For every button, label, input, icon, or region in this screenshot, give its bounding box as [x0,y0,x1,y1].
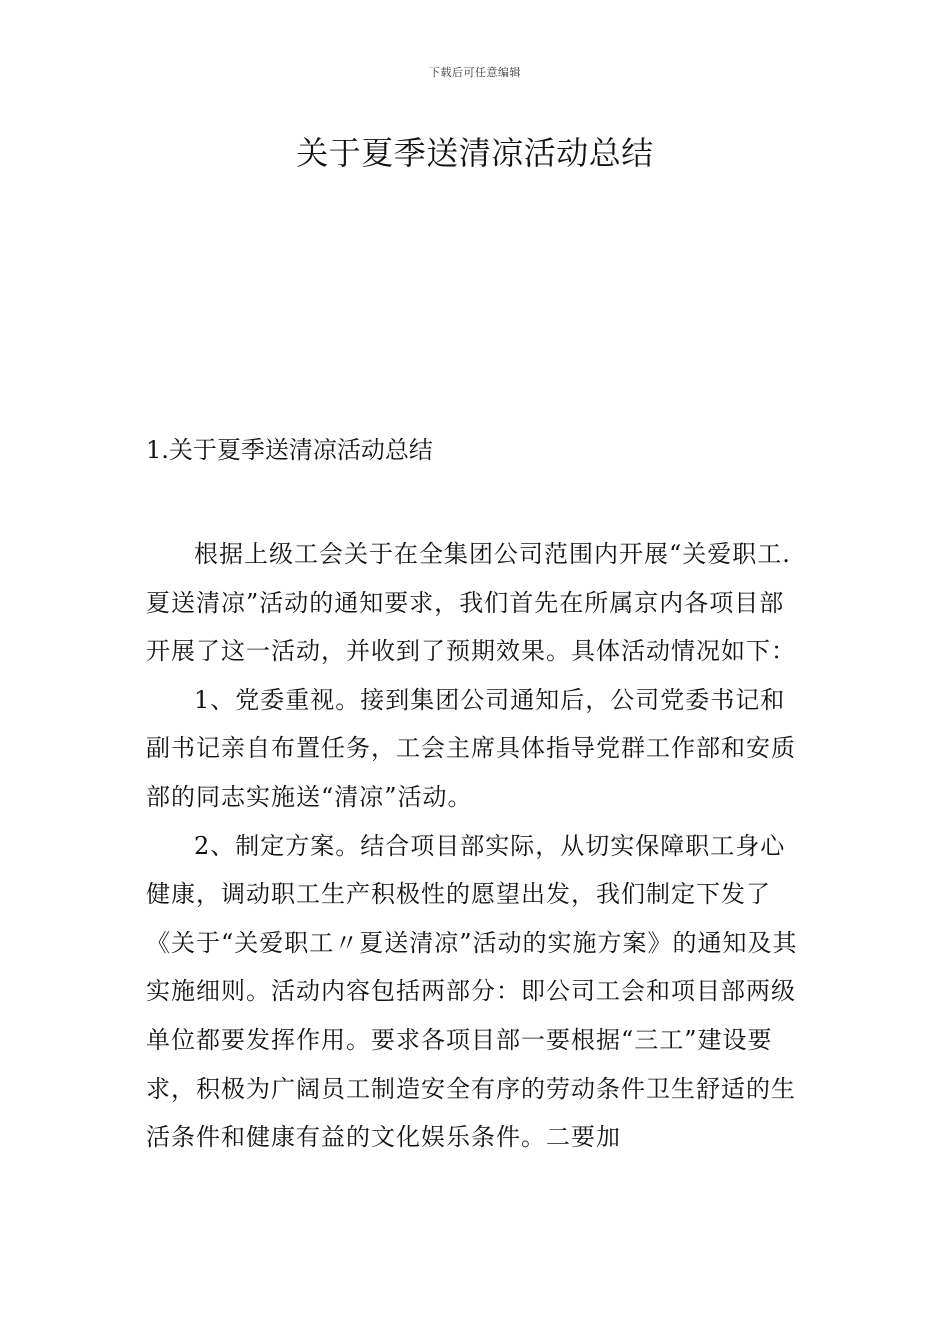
paragraph-intro: 根据上级工会关于在全集团公司范围内开展“关爱职工.夏送清凉”活动的通知要求，我们首先在所属京内各项目部开展了这一活动，并收到了预期效果。具体活动情况如下： [146,540,796,666]
document-body [146,530,808,1162]
header-note: 下载后可任意编辑 [429,66,521,79]
section-heading: 1.关于夏季送清凉活动总结 [146,436,433,464]
paragraph-item-1: 1、党委重视。接到集团公司通知后，公司党委书记和副书记亲自布置任务，工会主席具体指导党群工作部和安质部的同志实施送“清凉”活动。 [146,685,796,811]
paragraph-item-2: 2、制定方案。结合项目部实际，从切实保障职工身心健康，调动职工生产积极性的愿望出发，我们制定下发了《关于“关爱职工〃夏送清凉”活动的实施方案》的通知及其实施细则。活动内容包括两部分：即公司工会和项目部两级单位都要发挥作用。要求各项目部一要根据“三工”建设要求，积极为广阔员工制造安全有序的劳动条件卫生舒适的生活条件和健康有益的文化娱乐条件。二要加 [146,831,798,1152]
document-title: 关于夏季送清凉活动总结 [296,134,654,172]
